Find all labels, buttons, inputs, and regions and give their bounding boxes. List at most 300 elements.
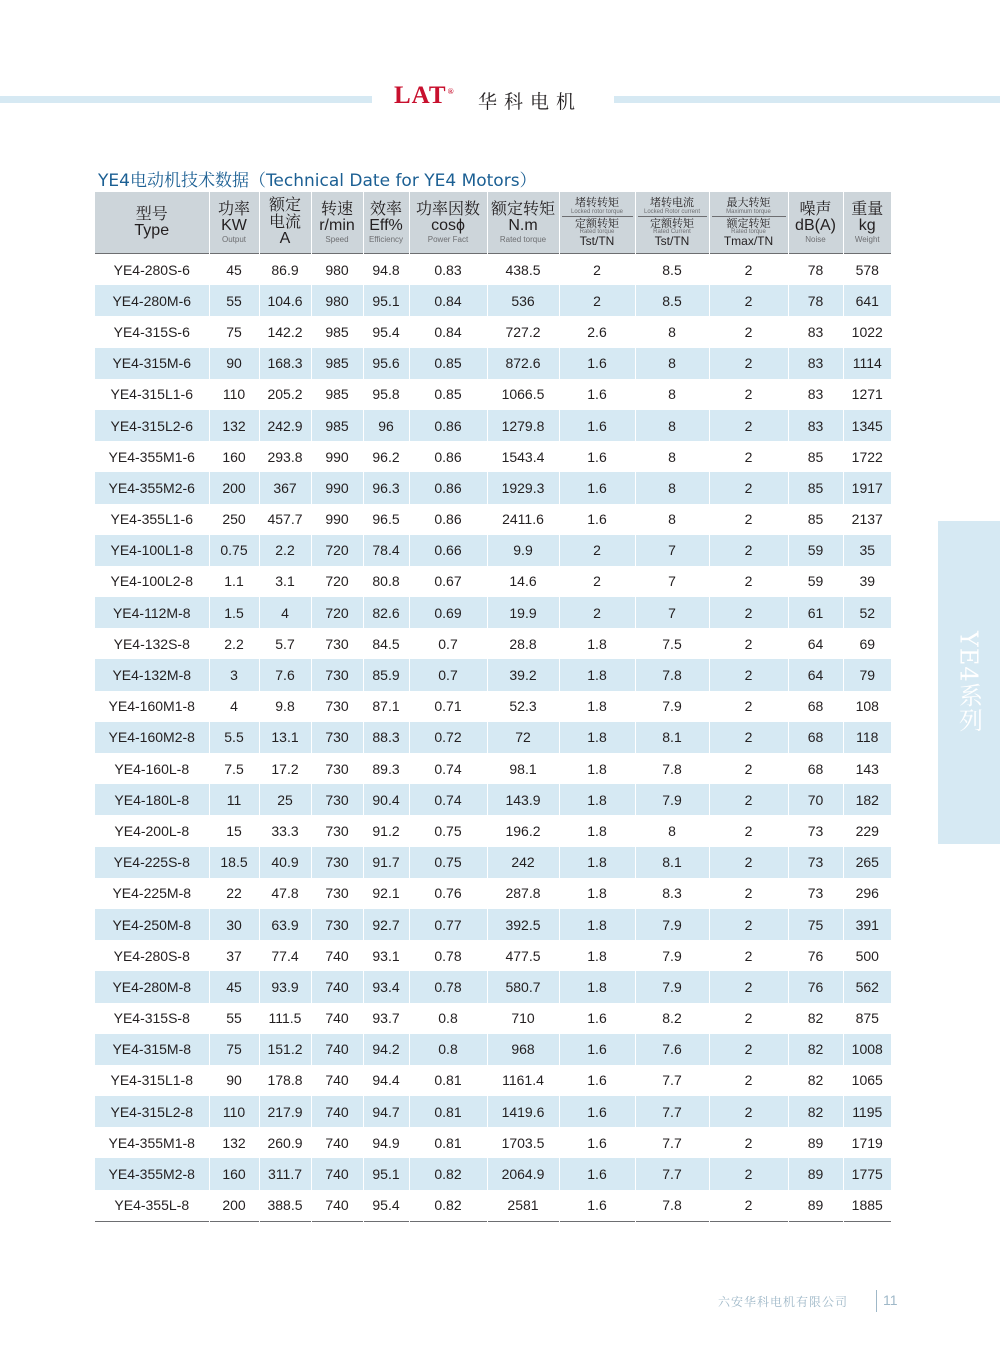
table-cell: 5.7 xyxy=(259,628,311,659)
table-row xyxy=(95,628,891,659)
table-cell: 0.66 xyxy=(409,535,487,566)
table-cell: 562 xyxy=(843,971,891,1002)
footer-divider xyxy=(876,1290,877,1312)
table-row xyxy=(95,597,891,628)
table-cell: 1.8 xyxy=(559,784,635,815)
table-cell: 2 xyxy=(559,254,635,286)
table-cell: 2411.6 xyxy=(487,504,559,535)
table-cell: 94.7 xyxy=(363,1096,409,1127)
table-cell: 143 xyxy=(855,760,879,777)
table-cell: 0.81 xyxy=(409,1096,487,1127)
table-cell: 76 xyxy=(788,971,843,1002)
table-row xyxy=(95,1065,891,1096)
table-cell: 2 xyxy=(709,753,788,784)
table-cell: 0.84 xyxy=(409,285,487,316)
table-cell: 8 xyxy=(635,504,709,535)
table-cell: 536 xyxy=(487,285,559,316)
table-row xyxy=(95,784,891,815)
table-cell: 2581 xyxy=(487,1190,559,1222)
col-header-current: 额定 电流 A xyxy=(259,192,311,254)
table-row xyxy=(95,815,891,846)
table-cell: 83 xyxy=(788,379,843,410)
table-row xyxy=(95,1003,891,1034)
table-cell: 1929.3 xyxy=(487,472,559,503)
table-cell: 7.9 xyxy=(635,691,709,722)
table-cell: 7.6 xyxy=(259,659,311,690)
table-cell: YE4-112M-8 xyxy=(95,597,209,628)
table-cell: 7 xyxy=(635,566,709,597)
table-cell: 990 xyxy=(311,441,363,472)
table-cell: 0.85 xyxy=(409,379,487,410)
table-cell: 59 xyxy=(788,535,843,566)
table-cell: 2 xyxy=(709,940,788,971)
table-cell: 95.8 xyxy=(363,379,409,410)
table-cell: 8.5 xyxy=(635,254,709,286)
table-cell: 641 xyxy=(843,285,891,316)
table-cell: 1279.8 xyxy=(487,410,559,441)
table-cell: 1.6 xyxy=(559,472,635,503)
table-cell: 4 xyxy=(259,597,311,628)
table-cell: 740 xyxy=(311,1190,363,1222)
table-cell: 7.6 xyxy=(635,1034,709,1065)
header-bar-right xyxy=(614,96,1000,103)
page-number: 11 xyxy=(883,1292,898,1308)
table-row xyxy=(95,1127,891,1158)
table-cell: 86.9 xyxy=(259,254,311,286)
table-cell: 87.1 xyxy=(363,691,409,722)
table-cell: 73 xyxy=(788,847,843,878)
table-cell: 730 xyxy=(311,909,363,940)
table-cell: YE4-100L1-8 xyxy=(95,535,209,566)
table-cell: 296 xyxy=(855,885,879,902)
table-cell: YE4-315L2-6 xyxy=(95,410,209,441)
table-cell: 200 xyxy=(209,472,259,503)
table-cell: 0.8 xyxy=(409,1034,487,1065)
table-cell: 2 xyxy=(709,909,788,940)
table-cell: 11 xyxy=(209,784,259,815)
table-cell: 77.4 xyxy=(259,940,311,971)
table-cell: 0.69 xyxy=(409,597,487,628)
table-cell: 52.3 xyxy=(487,691,559,722)
table-cell: 37 xyxy=(209,940,259,971)
table-cell: 0.8 xyxy=(409,1003,487,1034)
table-cell: 1.6 xyxy=(559,1158,635,1189)
table-cell: 0.86 xyxy=(409,472,487,503)
table-row xyxy=(95,909,891,940)
table-cell: 70 xyxy=(788,784,843,815)
table-cell: 1.6 xyxy=(559,348,635,379)
table-cell: 250 xyxy=(209,504,259,535)
table-cell: 2 xyxy=(559,597,635,628)
table-cell: 740 xyxy=(311,1158,363,1189)
table-cell: 68 xyxy=(788,753,843,784)
table-cell: YE4-315S-6 xyxy=(95,316,209,347)
table-cell: 7.7 xyxy=(635,1065,709,1096)
table-cell: 720 xyxy=(311,597,363,628)
table-cell: 93.9 xyxy=(259,971,311,1002)
table-cell: 7.8 xyxy=(635,659,709,690)
table-cell: 1.8 xyxy=(559,909,635,940)
table-cell: 68 xyxy=(788,722,843,753)
table-cell: 95.4 xyxy=(363,316,409,347)
table-cell: 2 xyxy=(709,1190,788,1222)
table-cell: 1917 xyxy=(843,472,891,503)
table-cell: YE4-355L1-6 xyxy=(95,504,209,535)
table-cell: 727.2 xyxy=(487,316,559,347)
table-cell: 2 xyxy=(559,535,635,566)
table-cell: 55 xyxy=(209,1003,259,1034)
table-cell: 1.6 xyxy=(559,410,635,441)
table-cell: YE4-132M-8 xyxy=(95,659,209,690)
table-cell: 730 xyxy=(311,784,363,815)
table-cell: 730 xyxy=(311,722,363,753)
table-cell: 0.86 xyxy=(409,410,487,441)
table-row xyxy=(95,847,891,878)
registered-mark: ® xyxy=(447,86,455,96)
table-cell: 95.1 xyxy=(363,285,409,316)
table-cell: 85 xyxy=(788,504,843,535)
table-cell: 0.74 xyxy=(409,753,487,784)
table-cell: 7.5 xyxy=(209,753,259,784)
table-cell: 2064.9 xyxy=(487,1158,559,1189)
table-cell: 94.8 xyxy=(363,254,409,286)
table-cell: 265 xyxy=(843,847,891,878)
table-cell: 40.9 xyxy=(259,847,311,878)
table-cell: 1008 xyxy=(843,1034,891,1065)
table-cell: 9.8 xyxy=(259,691,311,722)
table-cell: 580.7 xyxy=(487,971,559,1002)
table-cell: 2 xyxy=(709,535,788,566)
table-cell: 2 xyxy=(709,597,788,628)
table-cell: 2.6 xyxy=(559,316,635,347)
col-header-power-factor: 功率因数 cosϕ Power Fact xyxy=(409,192,487,254)
table-cell: 90 xyxy=(209,348,259,379)
table-row xyxy=(95,691,891,722)
table-cell: 1066.5 xyxy=(487,379,559,410)
table-cell: 94.4 xyxy=(363,1065,409,1096)
table-cell: 1.6 xyxy=(559,504,635,535)
table-cell: 85 xyxy=(788,472,843,503)
table-cell: 75 xyxy=(788,909,843,940)
table-row xyxy=(95,410,891,441)
table-cell: 0.74 xyxy=(409,784,487,815)
table-cell: 7 xyxy=(635,535,709,566)
table-cell: 8 xyxy=(635,441,709,472)
table-cell: 85 xyxy=(788,441,843,472)
col-header-max-torque: 最大转矩 Maximum torque 额定转矩 Rated torque Tmax/TN xyxy=(709,192,788,254)
table-cell: 8.5 xyxy=(635,285,709,316)
table-cell: 1719 xyxy=(851,1134,883,1151)
table-cell: 142.2 xyxy=(259,316,311,347)
table-cell: 1.6 xyxy=(559,441,635,472)
table-cell: 63.9 xyxy=(259,909,311,940)
table-cell: 0.71 xyxy=(409,691,487,722)
table-cell: 1.8 xyxy=(559,971,635,1002)
table-cell: 2 xyxy=(709,410,788,441)
table-cell: 0.67 xyxy=(409,566,487,597)
table-cell: 91.7 xyxy=(363,847,409,878)
table-cell: 83 xyxy=(788,410,843,441)
table-cell: 2137 xyxy=(851,511,883,528)
table-cell: YE4-315L2-8 xyxy=(95,1096,209,1127)
table-cell: 98.1 xyxy=(487,753,559,784)
table-cell: 2 xyxy=(709,815,788,846)
table-cell: 132 xyxy=(209,410,259,441)
table-cell: 52 xyxy=(843,597,891,628)
table-cell: 710 xyxy=(487,1003,559,1034)
table-cell: 1.6 xyxy=(559,1190,635,1222)
table-cell: 182 xyxy=(843,784,891,815)
table-cell: 1065 xyxy=(851,1072,883,1089)
table-cell: 64 xyxy=(788,628,843,659)
table-row xyxy=(95,1190,891,1222)
header-bar-left xyxy=(0,96,372,103)
table-cell: 730 xyxy=(311,628,363,659)
table-cell: 7.7 xyxy=(635,1096,709,1127)
table-cell: YE4-315M-8 xyxy=(95,1034,209,1065)
table-cell: 7.9 xyxy=(635,909,709,940)
table-row xyxy=(95,940,891,971)
table-cell: YE4-160L-8 xyxy=(95,753,209,784)
table-cell: 740 xyxy=(311,940,363,971)
table-cell: 59 xyxy=(788,566,843,597)
table-cell: 0.78 xyxy=(409,971,487,1002)
table-cell: 8 xyxy=(635,379,709,410)
table-cell: 14.6 xyxy=(487,566,559,597)
table-cell: 242 xyxy=(487,847,559,878)
table-cell: 110 xyxy=(209,1096,259,1127)
table-cell: 1.8 xyxy=(559,722,635,753)
table-cell: 2 xyxy=(709,691,788,722)
table-cell: 2 xyxy=(709,379,788,410)
table-cell: 0.76 xyxy=(409,878,487,909)
col-header-locked-current: 堵转电流 Locked Rotor current 定额转矩 Rated Current Tst/TN xyxy=(635,192,709,254)
table-cell: 2 xyxy=(709,504,788,535)
table-cell: 0.77 xyxy=(409,909,487,940)
table-row xyxy=(95,566,891,597)
table-cell: 151.2 xyxy=(259,1034,311,1065)
table-cell: 82 xyxy=(788,1065,843,1096)
table-cell: 1.8 xyxy=(559,659,635,690)
table-cell: 388.5 xyxy=(259,1190,311,1222)
table-cell: 7.7 xyxy=(635,1158,709,1189)
table-cell: 92.7 xyxy=(363,909,409,940)
table-cell: 1.6 xyxy=(559,1065,635,1096)
table-cell: 89 xyxy=(788,1127,843,1158)
table-cell: 82 xyxy=(788,1034,843,1065)
table-cell: 0.82 xyxy=(409,1190,487,1222)
col-header-rated-torque: 额定转矩 N.m Rated torque xyxy=(487,192,559,254)
table-cell: 64 xyxy=(788,659,843,690)
table-cell: 7.9 xyxy=(635,784,709,815)
table-cell: 730 xyxy=(311,847,363,878)
table-cell: 1195 xyxy=(843,1096,891,1127)
table-cell: 2 xyxy=(709,285,788,316)
table-cell: 2 xyxy=(709,1158,788,1189)
table-cell: 0.82 xyxy=(409,1158,487,1189)
table-cell: 2.2 xyxy=(259,535,311,566)
table-cell: 730 xyxy=(311,815,363,846)
table-cell: 2 xyxy=(709,1096,788,1127)
table-cell: 1022 xyxy=(851,323,883,340)
page-title: YE4电动机技术数据（Technical Date for YE4 Motors） xyxy=(98,171,537,191)
table-cell: 17.2 xyxy=(259,753,311,784)
table-cell: 18.5 xyxy=(209,847,259,878)
col-header-weight: 重量 kg Weight xyxy=(843,192,891,254)
table-cell: 104.6 xyxy=(259,285,311,316)
table-cell: 5.5 xyxy=(209,722,259,753)
table-cell: 80.8 xyxy=(363,566,409,597)
table-row xyxy=(95,285,891,316)
table-row xyxy=(95,535,891,566)
table-cell: 8.2 xyxy=(635,1003,709,1034)
table-cell: 1543.4 xyxy=(487,441,559,472)
table-cell: YE4-225S-8 xyxy=(95,847,209,878)
table-cell: 1.1 xyxy=(209,566,259,597)
table-cell: 1.6 xyxy=(559,1096,635,1127)
table-cell: 730 xyxy=(311,659,363,690)
table-cell: 1885 xyxy=(851,1197,883,1214)
table-cell: 293.8 xyxy=(259,441,311,472)
table-cell: 8.1 xyxy=(635,722,709,753)
table-cell: 7.8 xyxy=(635,753,709,784)
table-cell: 720 xyxy=(311,566,363,597)
table-cell: YE4-315M-6 xyxy=(95,348,209,379)
table-cell: 8 xyxy=(635,348,709,379)
table-cell: 92.1 xyxy=(363,878,409,909)
table-cell: 8.3 xyxy=(635,878,709,909)
table-row xyxy=(95,504,891,535)
table-cell: YE4-355M1-8 xyxy=(95,1127,209,1158)
table-cell: 287.8 xyxy=(487,878,559,909)
table-row xyxy=(95,1096,891,1127)
table-cell: 0.83 xyxy=(409,254,487,286)
table-cell: 75 xyxy=(209,1034,259,1065)
table-cell: 7.8 xyxy=(635,1190,709,1222)
table-cell: 0.86 xyxy=(409,504,487,535)
table-cell: 45 xyxy=(209,971,259,1002)
table-cell: YE4-315S-8 xyxy=(95,1003,209,1034)
table-cell: 260.9 xyxy=(259,1127,311,1158)
table-cell: 2 xyxy=(709,316,788,347)
table-cell: 985 xyxy=(311,316,363,347)
table-cell: 39 xyxy=(859,573,876,590)
table-cell: YE4-200L-8 xyxy=(95,815,209,846)
table-cell: 0.75 xyxy=(409,847,487,878)
table-cell: 2 xyxy=(709,1065,788,1096)
table-cell: 8.1 xyxy=(635,847,709,878)
table-cell: 0.72 xyxy=(409,722,487,753)
table-cell: 76 xyxy=(788,940,843,971)
col-header-efficiency: 效率 Eff% Efficiency xyxy=(363,192,409,254)
brand-name: LAT xyxy=(394,82,447,109)
table-cell: 1.6 xyxy=(559,1003,635,1034)
side-tab-label: YE4系列 xyxy=(954,631,983,733)
col-header-power: 功率 KW Output xyxy=(209,192,259,254)
table-cell: 2 xyxy=(709,1127,788,1158)
table-cell: 740 xyxy=(311,1127,363,1158)
table-cell: YE4-180L-8 xyxy=(95,784,209,815)
table-cell: 93.7 xyxy=(363,1003,409,1034)
table-cell: 1.8 xyxy=(559,753,635,784)
table-cell: 2 xyxy=(709,1034,788,1065)
table-cell: 61 xyxy=(788,597,843,628)
table-cell: 980 xyxy=(311,254,363,286)
table-cell: 89 xyxy=(788,1158,843,1189)
table-cell: 242.9 xyxy=(259,410,311,441)
table-cell: 82 xyxy=(788,1003,843,1034)
table-cell: 2 xyxy=(709,659,788,690)
table-cell: 8 xyxy=(635,316,709,347)
table-cell: 1161.4 xyxy=(487,1065,559,1096)
table-row xyxy=(95,441,891,472)
table-cell: 1114 xyxy=(843,348,891,379)
table-cell: YE4-280M-6 xyxy=(95,285,209,316)
table-cell: 8 xyxy=(635,815,709,846)
table-cell: YE4-132S-8 xyxy=(95,628,209,659)
table-cell: 82 xyxy=(788,1096,843,1127)
table-cell: 73 xyxy=(788,815,843,846)
table-cell: 94.9 xyxy=(363,1127,409,1158)
table-cell: 83 xyxy=(788,348,843,379)
table-cell: 2 xyxy=(709,722,788,753)
table-cell: 85.9 xyxy=(363,659,409,690)
table-cell: 968 xyxy=(487,1034,559,1065)
table-cell: 217.9 xyxy=(259,1096,311,1127)
table-cell: 95.6 xyxy=(363,348,409,379)
table-cell: 9.9 xyxy=(487,535,559,566)
table-cell: 730 xyxy=(311,691,363,722)
table-cell: 0.85 xyxy=(409,348,487,379)
table-cell: 72 xyxy=(487,722,559,753)
table-cell: 78 xyxy=(788,285,843,316)
table-cell: 578 xyxy=(855,261,879,278)
table-cell: 118 xyxy=(843,722,891,753)
table-cell: YE4-355M2-8 xyxy=(95,1158,209,1189)
col-header-type: 型号 Type xyxy=(95,192,209,254)
table-cell: 1722 xyxy=(851,448,883,465)
table-cell: 94.2 xyxy=(363,1034,409,1065)
table-cell: 0.86 xyxy=(409,441,487,472)
table-cell: YE4-100L2-8 xyxy=(95,566,209,597)
table-cell: 75 xyxy=(209,316,259,347)
table-cell: 22 xyxy=(209,878,259,909)
table-cell: 143.9 xyxy=(487,784,559,815)
table-cell: 720 xyxy=(311,535,363,566)
table-cell: 7.9 xyxy=(635,940,709,971)
table-cell: 367 xyxy=(259,472,311,503)
table-cell: 2 xyxy=(709,784,788,815)
table-row xyxy=(95,722,891,753)
table-cell: 229 xyxy=(855,822,879,839)
table-cell: 111.5 xyxy=(259,1003,311,1034)
table-cell: 438.5 xyxy=(487,254,559,286)
table-cell: 78.4 xyxy=(363,535,409,566)
table-cell: 89.3 xyxy=(363,753,409,784)
table-cell: 108 xyxy=(855,698,879,715)
table-cell: YE4-250M-8 xyxy=(95,909,209,940)
table-cell: 1.8 xyxy=(559,691,635,722)
col-header-speed: 转速 r/min Speed xyxy=(311,192,363,254)
table-cell: 160 xyxy=(209,441,259,472)
brand-logo xyxy=(394,82,455,110)
table-cell: 500 xyxy=(855,947,879,964)
table-cell: 2 xyxy=(709,566,788,597)
table-cell: 93.1 xyxy=(363,940,409,971)
table-cell: 8 xyxy=(635,472,709,503)
table-cell: 45 xyxy=(209,254,259,286)
table-cell: 82.6 xyxy=(363,597,409,628)
